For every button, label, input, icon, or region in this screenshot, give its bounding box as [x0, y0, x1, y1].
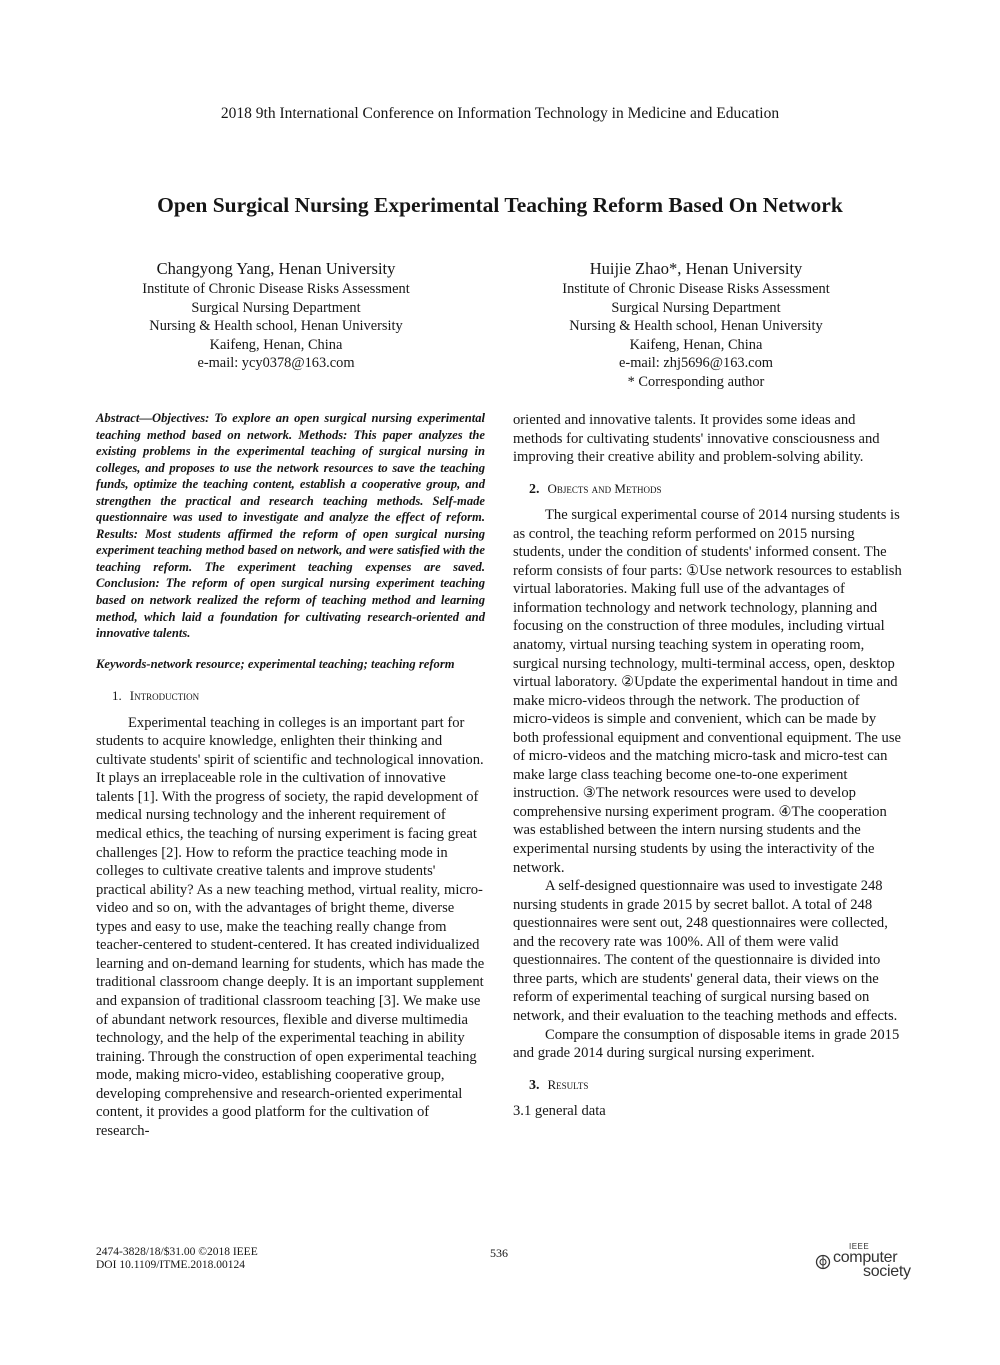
- author-block-2: [516, 258, 876, 392]
- section-title: Introduction: [129, 688, 200, 704]
- author-school: Nursing & Health school, Henan University: [569, 318, 823, 335]
- section-heading-introduction: [96, 687, 485, 706]
- results-subheading: 3.1 general data: [513, 1103, 606, 1120]
- logo-computer-text: computer: [833, 1249, 898, 1266]
- author-location: Kaifeng, Henan, China: [209, 336, 343, 353]
- author-school: Nursing & Health school, Henan University: [149, 318, 403, 335]
- paper-title: Open Surgical Nursing Experimental Teaching Reform Based On Network: [157, 193, 843, 217]
- keywords: Keywords-network resource; experimental teaching; teaching reform: [96, 656, 455, 671]
- copyright-footer: [96, 1246, 258, 1272]
- section-title: Objects and Methods: [547, 480, 662, 496]
- methods-paragraph-3: Compare the consumption of disposable items in grade 2015 and grade 2014 during surgical nursing experiment.: [513, 1026, 900, 1062]
- author-block-1: [96, 258, 456, 373]
- introduction-continuation: oriented and innovative talents. It provides some ideas and methods for cultivating students' innovative consciousness and improving their creative ability and problem-solving ability.: [513, 412, 880, 466]
- methods-paragraph-1: The surgical experimental course of 2014 nursing students is as control, the teaching reform performed on 2015 nursing students, under the condition of students' informed consent. The reform consists of four parts: ①Use network resources to establish virtual laboratories. Making full use of the advantages of information technology and network technology, planning and focusing on the construction of three modules, including virtual anatomy, virtual nursing teaching system in operating room, surgical nursing technology, multi-terminal access, open, desktop virtual laboratory. ②Update the experimental handout in time and make micro-videos through the network. The production of micro-videos is simple and convenient, which can be made by both professional equipment and conventional equipment. The use of micro-videos and the matching micro-task and micro-test can make large class teaching become one-to-one experiment instruction. ③The network resources were used to develop comprehensive nursing experiment program. ④The cooperation was established between the intern nursing students and the experimental nursing students by using the interactivity of the network.: [513, 507, 902, 876]
- author-affiliation: Institute of Chronic Disease Risks Assessment: [562, 281, 830, 297]
- page-number: 536: [490, 1246, 508, 1260]
- author-name: Changyong Yang, Henan University: [156, 259, 396, 278]
- section-heading-results: [513, 1076, 902, 1096]
- computer-society-emblem-icon: [815, 1254, 831, 1270]
- corresponding-author-note: * Corresponding author: [627, 373, 765, 390]
- methods-paragraph-2: A self-designed questionnaire was used to investigate 248 nursing students in grade 2015 by secret ballot. A total of 248 questionnaires were sent out, 248 questionnaires were collected, and the recovery rate was 100%. All of them were valid questionnaires. The content of the questionnaire is divided into three parts, which are students' general data, their views on the reform of experimental teaching of surgical nursing based on network, and their evaluation to the teaching methods and effects.: [513, 878, 898, 1024]
- author-department: Surgical Nursing Department: [611, 299, 781, 316]
- author-email: e-mail: zhj5696@163.com: [619, 355, 773, 372]
- logo-ieee-text: IEEE: [849, 1242, 870, 1251]
- issn-line: 2474-3828/18/$31.00 ©2018 IEEE: [96, 1246, 258, 1258]
- author-department: Surgical Nursing Department: [191, 299, 361, 316]
- section-number: 1.: [112, 688, 122, 704]
- left-column: [96, 410, 485, 1140]
- section-title: Results: [547, 1076, 589, 1092]
- section-number: 2.: [529, 481, 540, 497]
- doi-line: DOI 10.1109/ITME.2018.00124: [96, 1259, 246, 1271]
- introduction-paragraph: Experimental teaching in colleges is an important part for students to acquire knowledge, enlighten their thinking and cultivate students' spirit of scientific and technological innovation. It plays an irreplaceable role in the cultivation of innovative talents [1]. With the progress of society, the rapid development of medical nursing technology and the inherent requirement of medical ethics, the teaching of nursing experiment is facing great challenges [2]. How to reform the practice teaching mode in colleges to cultivate creative talents and improve students' practical ability? As a new teaching method, virtual reality, micro-video and so on, with the advantages of bright theme, diverse types and easy to use, make the teaching really change from teacher-centered to student-centered. It has created individualized learning and on-demand learning for students, which has made the traditional classroom change deeply. It is an important supplement and expansion of traditional classroom teaching [3]. We make use of abundant network resources, flexible and diverse multimedia technology, and the help of the experimental teaching in ability training. Through the construction of open experimental teaching mode, making micro-video, establishing cooperative group, developing comprehensive and research-oriented experimental content, it provides a good platform for the cultivation of research-: [96, 714, 485, 1139]
- logo-society-text: society: [863, 1263, 911, 1280]
- author-affiliation: Institute of Chronic Disease Risks Assessment: [142, 281, 410, 297]
- ieee-computer-society-logo: [815, 1242, 915, 1282]
- author-name: Huijie Zhao*, Henan University: [589, 259, 803, 278]
- section-number: 3.: [529, 1077, 540, 1093]
- author-location: Kaifeng, Henan, China: [629, 336, 763, 353]
- section-heading-methods: [513, 480, 902, 500]
- right-column: [513, 411, 902, 1121]
- conference-name: 2018 9th International Conference on Information Technology in Medicine and Education: [220, 105, 780, 122]
- abstract: Abstract—Objectives: To explore an open surgical nursing experimental teaching method based on network. Methods: This paper analyzes the existing problems in the experimental teaching of surgical nursing in colleges, and proposes to use the network resources to save the teaching funds, optimize the teaching content, establish a cooperative group, and strengthen the practical and research teaching methods. Self-made questionnaire was used to investigate and analyze the effect of reform. Results: Most students affirmed the reform of open surgical nursing experiment teaching method based on network, and were satisfied with the teaching reform. The experiment teaching expenses are saved. Conclusion: The reform of open surgical nursing experiment teaching based on network realized the reform of teaching method and learning method, which laid a foundation for cultivating research-oriented and innovative talents.: [96, 411, 485, 641]
- author-email: e-mail: ycy0378@163.com: [197, 355, 355, 372]
